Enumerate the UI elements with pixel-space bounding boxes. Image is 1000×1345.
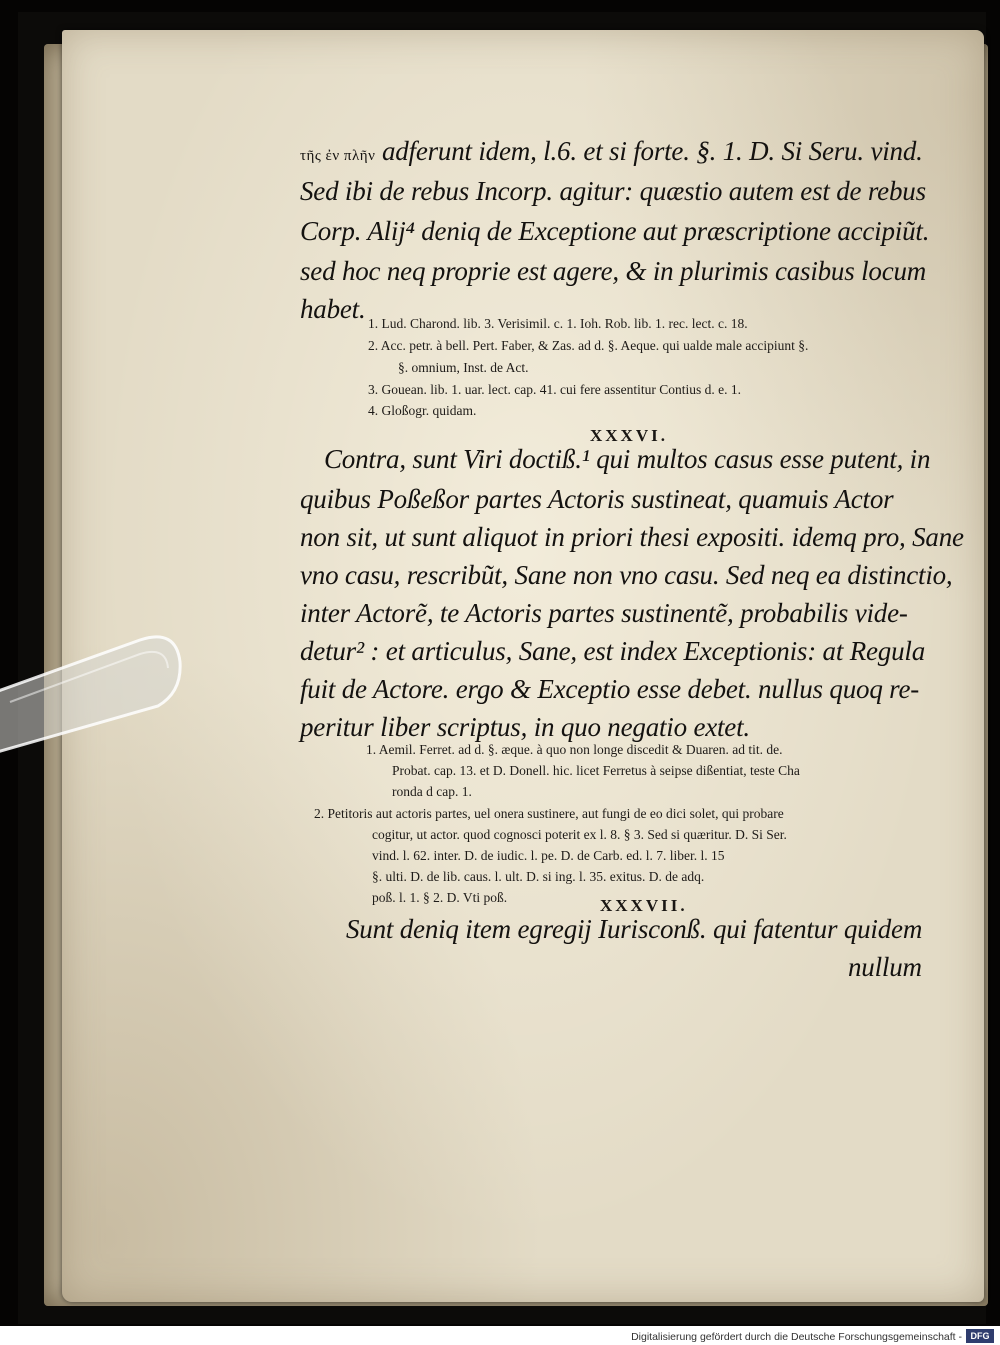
footnote: 2. Petitoris aut actoris partes, uel onera sustinere, aut fungi de eo dici solet, qui probare	[314, 806, 784, 821]
line-text: adferunt idem, l.6. et si forte. §. 1. D. Si Seru. vind.	[381, 136, 923, 166]
footnote: ronda d cap. 1.	[392, 784, 472, 799]
text-line: habet.	[300, 294, 366, 324]
document-page	[62, 30, 984, 1302]
text-line: peritur liber scriptus, in quo negatio extet.	[300, 712, 750, 742]
dfg-logo: DFG	[966, 1329, 994, 1343]
text-line: sed hoc neq proprie est agere, & in plurimis casibus locum	[300, 256, 927, 286]
text-line: detur² : et articulus, Sane, est index Exceptionis: at Regula	[300, 636, 925, 666]
text-line: Sunt deniq item egregij Iurisconß. qui fatentur quidem	[346, 914, 923, 944]
text-line: fuit de Actore. ergo & Exceptio esse debet. nullus quoq re-	[300, 674, 920, 704]
text-line	[300, 136, 923, 167]
text-line: non sit, ut sunt aliquot in priori thesi expositi. idemq pro, Sane	[300, 522, 964, 552]
text-line: inter Actorẽ, te Actoris partes sustinentẽ, probabilis vide-	[300, 598, 908, 628]
section-heading: XXXVII.	[600, 896, 688, 915]
footnote: §. omnium, Inst. de Act.	[398, 360, 529, 375]
footnote: 1. Aemil. Ferret. ad d. §. æque. à quo non longe discedit & Duaren. ad tit. de.	[366, 742, 783, 757]
footnote: 1. Lud. Charond. lib. 3. Verisimil. c. 1. Ioh. Rob. lib. 1. rec. lect. c. 18.	[368, 316, 748, 331]
text-line: Contra, sunt Viri doctiß.¹ qui multos casus esse putent, in	[324, 444, 931, 474]
text-line: nullum	[848, 952, 922, 982]
funding-note: Digitalisierung gefördert durch die Deutsche Forschungsgemeinschaft -	[631, 1331, 962, 1343]
text-line: Corp. Alij⁴ deniq de Exceptione aut præscriptione accipiũt.	[300, 216, 930, 246]
text-line: quibus Poßeßor partes Actoris sustineat, quamuis Actor	[300, 484, 894, 514]
footnote: 3. Gouean. lib. 1. uar. lect. cap. 41. cui fere assentitur Contius d. e. 1.	[368, 382, 742, 397]
footnote: §. ulti. D. de lib. caus. l. ult. D. si ing. l. 35. exitus. D. de adq.	[372, 869, 705, 884]
footnote: 2. Acc. petr. à bell. Pert. Faber, & Zas. ad d. §. Aeque. qui ualde male accipiunt §.	[368, 338, 809, 353]
text-line: vno casu, rescribũt, Sane non vno casu. Sed neq ea distinctio,	[300, 560, 953, 590]
page-text	[62, 30, 984, 1302]
footnote: Probat. cap. 13. et D. Donell. hic. licet Ferretus à seipse dißentiat, teste Cha	[392, 763, 800, 778]
footnote: 4. Gloßogr. quidam.	[368, 403, 477, 418]
footnote: cogitur, ut actor. quod cognosci poterit ex l. 8. § 3. Sed si quæritur. D. Si Ser.	[372, 827, 787, 842]
greek-word: τῆς ἐν πλῆν	[300, 148, 376, 164]
footer-bar	[0, 1326, 1000, 1345]
section-heading: XXXVI.	[590, 426, 668, 445]
footnote: poß. l. 1. § 2. D. Vti poß.	[372, 890, 508, 905]
footnote: vind. l. 62. inter. D. de iudic. l. pe. D. de Carb. ed. l. 7. liber. l. 15	[372, 848, 725, 863]
text-line: Sed ibi de rebus Incorp. agitur: quæstio autem est de rebus	[300, 176, 926, 206]
